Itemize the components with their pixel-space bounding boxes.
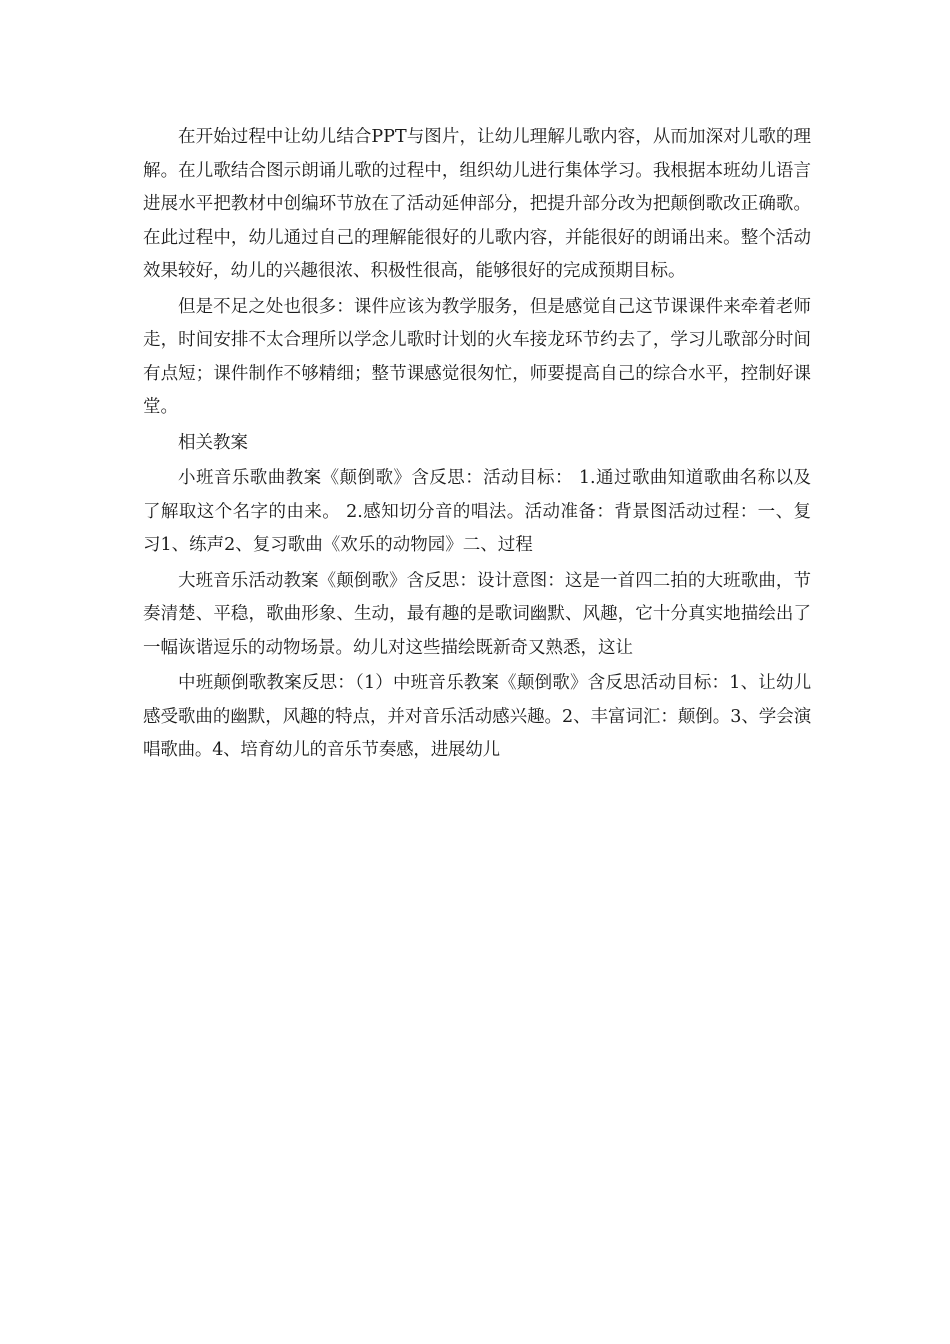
related-plan-big-class: 大班音乐活动教案《颠倒歌》含反思：设计意图：这是一首四二拍的大班歌曲，节奏清楚、平稳，歌曲形象、生动，最有趣的是歌词幽默、风趣，它十分真实地描绘出了一幅诙谐逗乐的动物场景。幼儿对这些描绘既新奇又熟悉，这让 [143, 570, 811, 658]
paragraph-activity-process: 在开始过程中让幼儿结合PPT与图片，让幼儿理解儿歌内容，从而加深对儿歌的理解。在儿歌结合图示朗诵儿歌的过程中，组织幼儿进行集体学习。我根据本班幼儿语言进展水平把教材中创编环节放在了活动延伸部分，把提升部分改为把颠倒歌改正确歌。在此过程中，幼儿通过自己的理解能很好的儿歌内容，并能很好的朗诵出来。整个活动效果较好，幼儿的兴趣很浓、积极性很高，能够很好的完成预期目标。 [143, 127, 811, 281]
paragraph-shortcomings: 但是不足之处也很多：课件应该为教学服务，但是感觉自己这节课课件来牵着老师走，时间安排不太合理所以学念儿歌时计划的火车接龙环节约去了，学习儿歌部分时间有点短；课件制作不够精细；整节课感觉很匆忙，师要提高自己的综合水平，控制好课堂。 [143, 296, 811, 417]
related-plan-middle-class: 中班颠倒歌教案反思：（1）中班音乐教案《颠倒歌》含反思活动目标：1、让幼儿感受歌曲的幽默，风趣的特点，并对音乐活动感兴趣。2、丰富词汇：颠倒。3、学会演唱歌曲。4、培育幼儿的音乐节奏感，进展幼儿 [143, 673, 811, 760]
document-body [143, 121, 811, 770]
related-plan-small-class: 小班音乐歌曲教案《颠倒歌》含反思：活动目标： 1.通过歌曲知道歌曲名称以及了解取这个名字的由来。 2.感知切分音的唱法。活动准备：背景图活动过程：一、复习1、练声2、复习歌曲《欢乐的动物园》二、过程 [143, 468, 811, 555]
related-lesson-plans-heading: 相关教案 [178, 432, 248, 453]
